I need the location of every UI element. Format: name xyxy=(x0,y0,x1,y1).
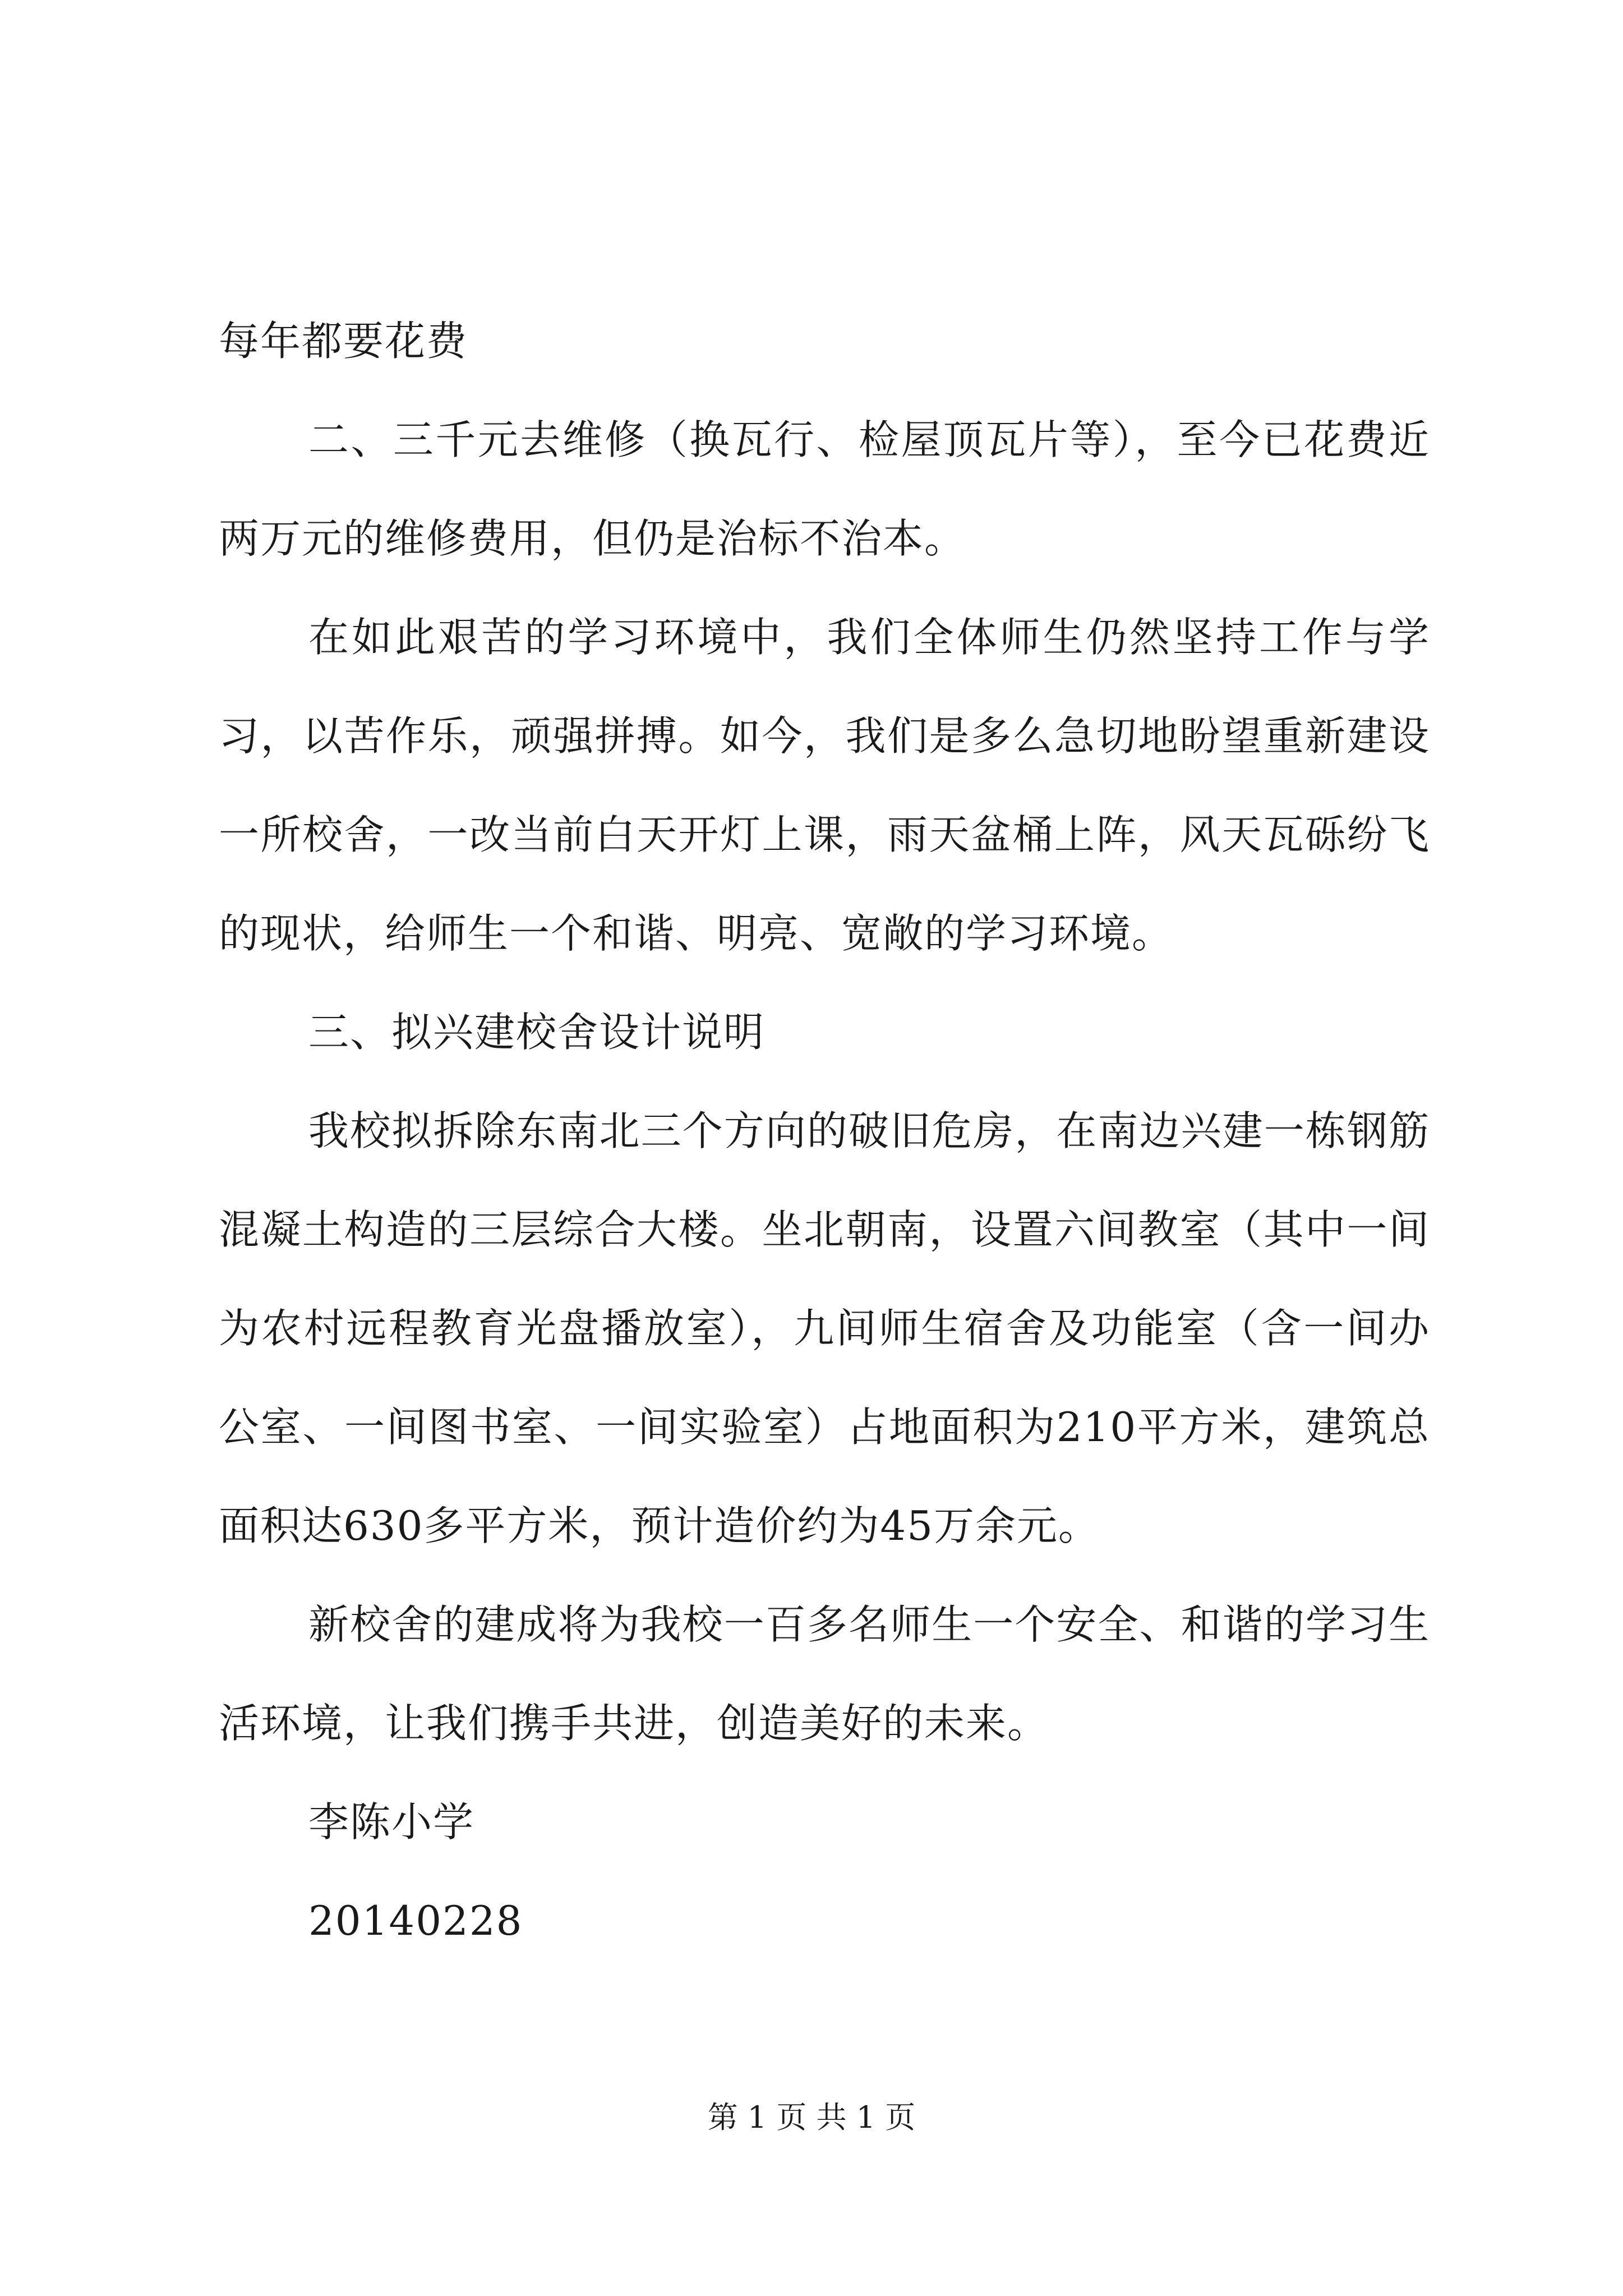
paragraph-conclusion: 新校舍的建成将为我校一百多名师生一个安全、和谐的学习生活环境，让我们携手共进，创造美好的未来。 xyxy=(219,1601,1430,1747)
paragraph-learning-environment: 在如此艰苦的学习环境中，我们全体师生仍然坚持工作与学习，以苦作乐，顽强拼搏。如今，我们是多么急切地盼望重新建设一所校舍，一改当前白天开灯上课，雨天盆桶上阵，风天瓦砾纷飞的现状，给师生一个和谐、明亮、宽敞的学习环境。 xyxy=(219,614,1430,957)
page-footer: 第 1 页 共 1 页 xyxy=(707,2100,916,2135)
signature-date: 20140228 xyxy=(308,1897,523,1944)
paragraph-repair-costs: 二、三千元去维修（换瓦行、检屋顶瓦片等），至今已花费近两万元的维修费用，但仍是治标不治本。 xyxy=(219,416,1430,562)
document-body xyxy=(219,292,1430,1970)
section-heading-design: 三、拟兴建校舍设计说明 xyxy=(308,1009,766,1056)
signature-school-name: 李陈小学 xyxy=(308,1798,475,1846)
paragraph-continuation: 每年都要花费 xyxy=(219,318,468,365)
paragraph-design-description: 我校拟拆除东南北三个方向的破旧危房，在南边兴建一栋钢筋混凝土构造的三层综合大楼。坐北朝南，设置六间教室（其中一间为农村远程教育光盘播放室），九间师生宿舍及功能室（含一间办公室、一间图书室、一间实验室）占地面积为210平方米，建筑总面积达630多平方米，预计造价约为45万余元。 xyxy=(219,1107,1430,1549)
